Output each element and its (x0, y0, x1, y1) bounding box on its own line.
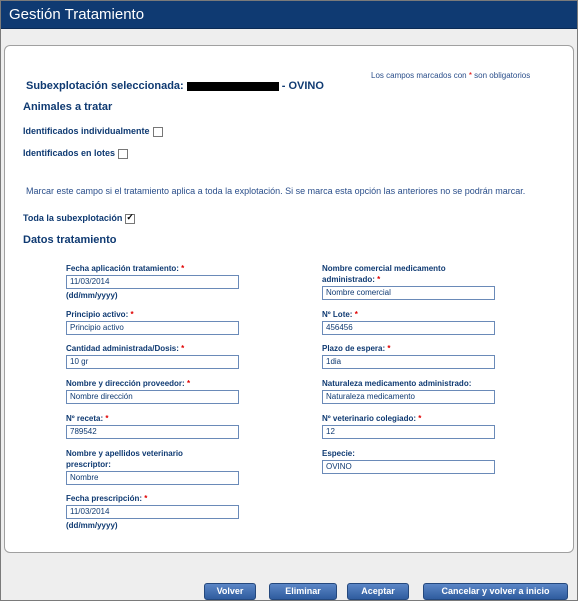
veterinario-prescriptor-label: Nombre y apellidos veterinario prescriptor: (66, 449, 183, 469)
fecha-prescripcion-hint: (dd/mm/yyyy) (66, 521, 118, 530)
required-note: Los campos marcados con * son obligatorios (371, 71, 531, 80)
especie-label: Especie: (322, 449, 355, 458)
cancelar-button[interactable]: Cancelar y volver a inicio (423, 583, 568, 600)
window-title: Gestión Tratamiento (9, 6, 145, 23)
receta-label: Nº receta: * (66, 414, 109, 423)
lote-label: Nº Lote: * (322, 310, 358, 319)
info-text: Marcar este campo si el tratamiento aplica a toda la explotación. Si se marca esta opción las anteriores no se podrán marcar. (26, 186, 526, 196)
fecha-aplicacion-hint: (dd/mm/yyyy) (66, 291, 118, 300)
fecha-aplicacion-input[interactable]: 11/03/2014 (66, 275, 239, 289)
eliminar-button[interactable]: Eliminar (269, 583, 337, 600)
proveedor-label: Nombre y dirección proveedor: * (66, 379, 191, 388)
required-star: * (468, 71, 472, 80)
cantidad-label: Cantidad administrada/Dosis: * (66, 344, 185, 353)
fecha-prescripcion-input[interactable]: 11/03/2014 (66, 505, 239, 519)
fecha-aplicacion-label: Fecha aplicación tratamiento: * (66, 264, 185, 273)
especie-input[interactable]: OVINO (322, 460, 495, 474)
aceptar-button[interactable]: Aceptar (347, 583, 409, 600)
individual-label: Identificados individualmente (23, 126, 150, 136)
plazo-espera-input[interactable]: 1dia (322, 355, 495, 369)
naturaleza-input[interactable]: Naturaleza medicamento (322, 390, 495, 404)
volver-button[interactable]: Volver (204, 583, 256, 600)
principio-activo-label: Principio activo: * (66, 310, 134, 319)
toda-checkbox[interactable] (125, 214, 135, 224)
subexplotacion-species: - OVINO (281, 80, 324, 92)
toda-row (23, 213, 135, 224)
lotes-checkbox[interactable] (118, 149, 128, 159)
subexplotacion-heading (26, 80, 324, 92)
lotes-label: Identificados en lotes (23, 148, 116, 158)
lote-input[interactable]: 456456 (322, 321, 495, 335)
naturaleza-label: Naturaleza medicamento administrado: (322, 379, 472, 388)
nombre-comercial-label: Nombre comercial medicamento administrado: * (322, 264, 446, 284)
plazo-espera-label: Plazo de espera: * (322, 344, 391, 353)
proveedor-input[interactable]: Nombre dirección (66, 390, 239, 404)
veterinario-colegiado-input[interactable]: 12 (322, 425, 495, 439)
toda-label: Toda la subexplotación (23, 213, 123, 223)
redacted-id (187, 82, 279, 91)
receta-input[interactable]: 789542 (66, 425, 239, 439)
veterinario-prescriptor-input[interactable]: Nombre (66, 471, 239, 485)
datos-heading: Datos tratamiento (23, 234, 117, 246)
animales-heading: Animales a tratar (23, 101, 113, 113)
lotes-row (23, 148, 128, 159)
form-panel (4, 45, 574, 553)
individual-row (23, 126, 163, 137)
individual-checkbox[interactable] (153, 127, 163, 137)
cantidad-input[interactable]: 10 gr (66, 355, 239, 369)
fecha-prescripcion-label: Fecha prescripción: * (66, 494, 148, 503)
title-bar (1, 1, 577, 29)
veterinario-colegiado-label: Nº veterinario colegiado: * (322, 414, 422, 423)
principio-activo-input[interactable]: Principio activo (66, 321, 239, 335)
subexplotacion-label: Subexplotación seleccionada: (26, 80, 184, 92)
nombre-comercial-input[interactable]: Nombre comercial (322, 286, 495, 300)
